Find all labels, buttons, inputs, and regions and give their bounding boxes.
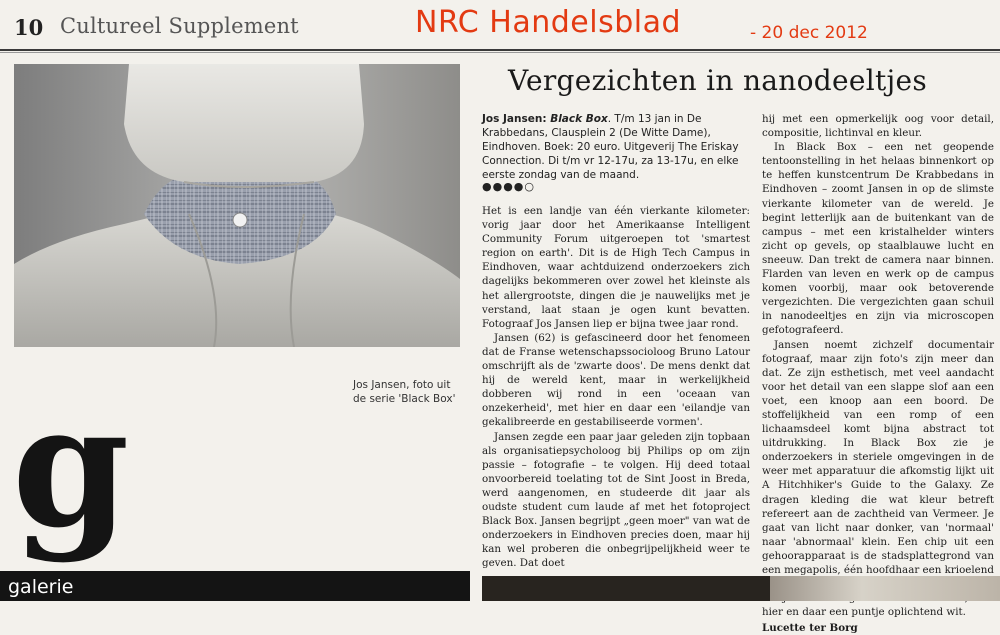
article-column-2 [762, 112, 994, 635]
section-letter: g [12, 367, 130, 565]
header-rule-thin [0, 52, 1000, 53]
photo-illustration [14, 64, 460, 347]
paragraph: Het is een landje van één vierkante kilometer: vorig jaar door het Amerikaanse Intelligent Community Forum uitgeroepen tot 'smartest region on earth'. Dit is de High Tech Campus in Eindhoven, waar achtduizend onderzoekers zich dagelijks bekommeren over zowel het kleinste als het allergrootste, dingen die je nauwelijks met je verstand, laat staan je ogen kunt bevatten. Fotograaf Jos Jansen liep er bijna twee jaar rond. [482, 205, 750, 330]
paragraph: Jansen noemt zichzelf documentair fotograaf, maar zijn foto's zijn meer dan dat. Ze zijn esthetisch, met veel aandacht voor het detail van een slappe slof aan een voet, een knoop aan een boord. De stoffelijkheid van een romp of een lichaamsdeel komt bijna abstract tot uitdrukking. In Black Box zie je onderzoekers in steriele omgevingen in de weer met apparatuur die afkomstig lijkt uit A Hitchhiker's Guide to the Galaxy. Ze dragen kleding die wat kleur betreft refereert aan de zachtheid van Vermeer. Je gaat van licht naar donker, van 'normaal' naar 'abnormaal' klein. Een chip uit een gehoorapparaat is de stadsplattegrond van een megapolis, één hoofdhaar een krioelend hier en daar een puntje oplichtend wit. [762, 338, 994, 619]
article-column-1 [482, 204, 750, 570]
paragraph: In Black Box – een net geopende tentoonstelling in het helaas binnenkort op te heffen kunstcentrum De Krabbedans in Eindhoven – zoomt Jansen in op de slimste vierkante kilometer van de wereld. Je begint letterlijk aan de buitenkant van de campus – met een kristalhelder winters zicht op gevels, op staalblauwe lucht en sneeuw. Dan trekt de camera naar binnen. Flarden van leven en werk op de campus komen voorbij, maar ook betoverende vergezichten. Die vergezichten gaan schuil in nanodeeltjes en zijn via microscopen gefotografeerd. [762, 141, 994, 337]
rating: ●●●●○ [482, 180, 535, 193]
section-title: Cultureel Supplement [60, 14, 299, 38]
page-number: 10 [14, 15, 44, 40]
info-details: . T/m 13 jan in De Krabbedans, Clausplein 2 (De Witte Dame), Eindhoven. Boek: 20 euro. Uitgeverij The Eriskay Connection. Di t/m vr 12-17u, za 13-17u, en elke eerste zondag van de maand. [482, 113, 739, 181]
section-label: galerie [8, 576, 74, 598]
paragraph: Jansen (62) is gefascineerd door het fenomeen dat de Franse wetenschapssocioloog Bruno Latour omschrijft als de 'zwarte doos'. De mens denkt dat hij de wereld kent, maar in werkelijkheid dobberen wij rond in een 'oceaan van onzekerheid', met hier en daar een 'eilandje van gekalibreerde en gestabiliseerde vormen'. [482, 331, 750, 429]
info-exhibition-title: Black Box [550, 113, 608, 125]
article-headline: Vergezichten in nanodeeltjes [508, 64, 928, 97]
exhibition-info [482, 112, 750, 182]
photo-caption [353, 378, 463, 406]
header-rule [0, 49, 1000, 51]
caption-line-1: Jos Jansen, foto uit [353, 379, 451, 391]
paragraph: Jansen zegde een paar jaar geleden zijn topbaan als organisatiepsycholoog bij Philips op om zijn passie – fotografie – te volgen. Hij deed totaal onvoorbereid toelating tot de Sint Joost in Breda, werd aangenomen, en studeerde dit jaar als oudste student cum laude af met het fotoproject Black Box. Jansen begrijpt „geen moer" van wat de onderzoekers in Eindhoven precies doen, maar hij kan wel proberen die onbegrijpelijkheid weer te geven. Dat doet [482, 430, 750, 570]
info-artist: Jos Jansen: [482, 113, 551, 125]
newspaper-name: NRC Handelsblad [415, 5, 682, 40]
publication-date: - 20 dec 2012 [750, 23, 868, 43]
paragraph: hij met een opmerkelijk oog voor detail, compositie, lichtinval en kleur. [762, 113, 994, 140]
byline: Lucette ter Borg [762, 622, 858, 635]
caption-line-2: de serie 'Black Box' [353, 393, 456, 405]
next-photo-highlight [770, 576, 1000, 601]
article-photo [14, 64, 460, 347]
